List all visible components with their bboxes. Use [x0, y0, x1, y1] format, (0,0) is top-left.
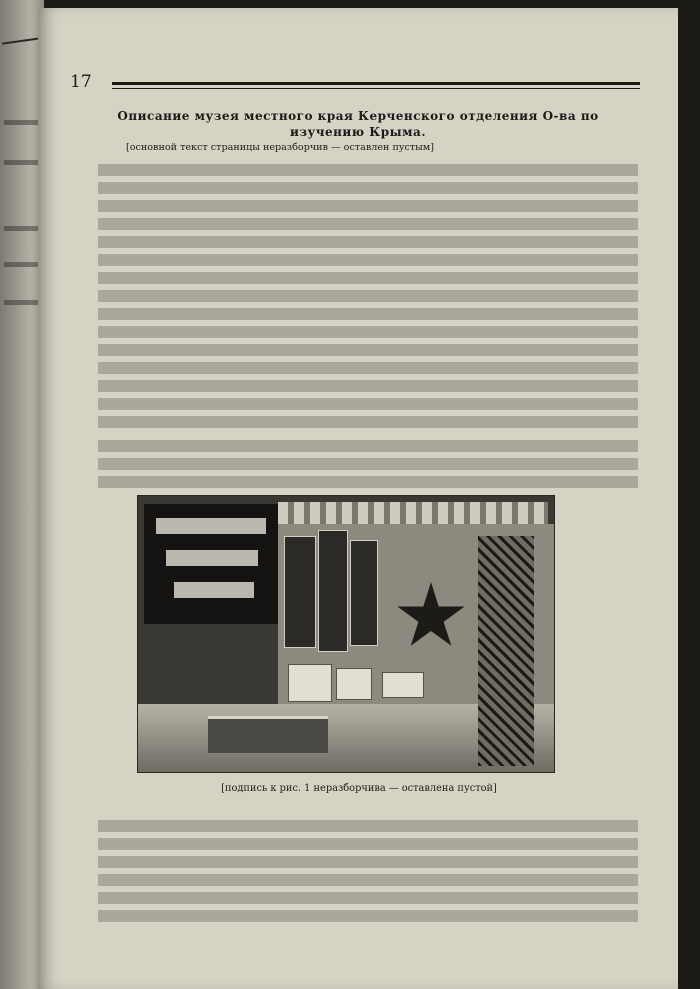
figure-caption	[104, 782, 614, 796]
illegible-text-line	[98, 308, 638, 320]
illegible-text-line	[98, 874, 638, 886]
illegible-text-line	[98, 326, 638, 338]
illegible-text-line	[98, 856, 638, 868]
page-header	[70, 72, 650, 94]
illegible-text-line	[98, 398, 638, 410]
illegible-text-line	[98, 200, 638, 212]
illegible-text-line	[98, 892, 638, 904]
photo-banner	[144, 504, 278, 624]
illegible-text-line	[98, 416, 638, 428]
photo-frieze	[278, 502, 548, 524]
museum-interior-photo	[138, 496, 554, 772]
illegible-text-line	[98, 458, 638, 470]
photo-poster	[336, 668, 372, 700]
body-placeholder-label: [основной текст страницы неразборчив — оставлен пустым]	[126, 142, 435, 153]
previous-page-text	[4, 160, 40, 165]
header-rule	[112, 82, 640, 85]
previous-page-text	[4, 226, 40, 231]
page-number: 17	[70, 72, 92, 92]
illegible-text-line	[98, 820, 638, 832]
header-rule-thin	[112, 88, 640, 89]
photo-display-panel	[318, 530, 348, 652]
photo-poster	[382, 672, 424, 698]
previous-page-rule	[2, 37, 40, 44]
photo-display-panel	[284, 536, 316, 648]
illegible-text-line	[98, 290, 638, 302]
illegible-text-line	[98, 236, 638, 248]
caption-placeholder-label: [подпись к рис. 1 неразборчива — оставлена пустой]	[221, 783, 497, 794]
illegible-text-line	[98, 254, 638, 266]
illegible-text-line	[98, 182, 638, 194]
previous-page-text	[4, 120, 40, 125]
illegible-text-line	[98, 362, 638, 374]
photo-model-tower	[478, 536, 534, 766]
previous-page-text	[4, 262, 40, 267]
illegible-text-line	[98, 838, 638, 850]
illegible-text-line	[98, 218, 638, 230]
photo-display-case	[208, 716, 328, 753]
illegible-text-line	[98, 272, 638, 284]
illegible-text-line	[98, 164, 638, 176]
body-note	[98, 140, 638, 155]
photo-poster	[288, 664, 332, 702]
article-title: Описание музея местного края Керченского отделения О-ва по изучению Крыма.	[117, 109, 599, 139]
previous-page-text	[4, 300, 40, 305]
illegible-text-line	[98, 380, 638, 392]
book-page	[38, 8, 678, 989]
illegible-text-line	[98, 440, 638, 452]
illegible-text-line	[98, 910, 638, 922]
illegible-text-line	[98, 476, 638, 488]
illegible-text-line	[98, 344, 638, 356]
photo-display-panel	[350, 540, 378, 646]
